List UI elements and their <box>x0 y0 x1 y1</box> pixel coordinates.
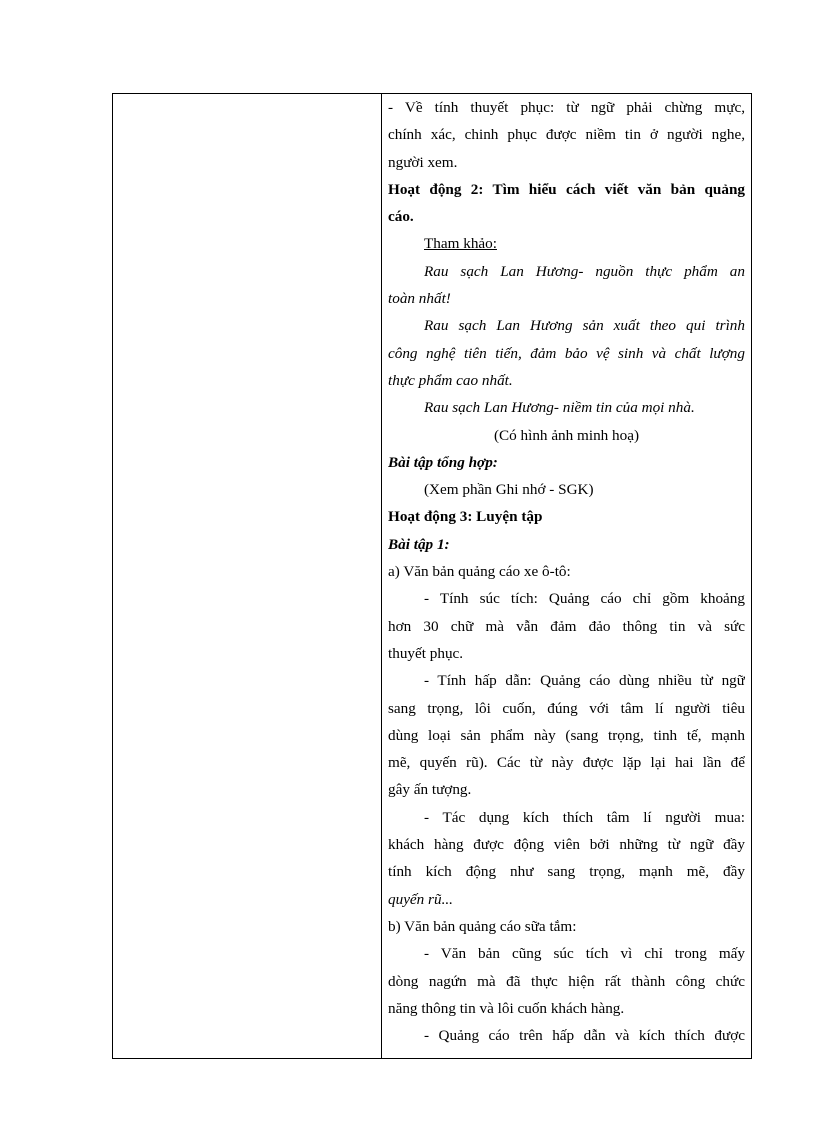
text-line: Bài tập tổng hợp: <box>388 453 498 471</box>
text-line: a) Văn bản quảng cáo xe ô-tô: <box>388 563 571 581</box>
text-line: Tham khảo: <box>424 235 497 253</box>
text-line: Hoạt động 3: Luyện tập <box>388 508 543 526</box>
text-line: dòng nagứn mà đã thực hiện rất thành công chức <box>388 972 745 990</box>
text-line: Hoạt động 2: Tìm hiểu cách viết văn bản quảng <box>388 180 745 198</box>
text-line: năng thông tin và lôi cuốn khách hàng. <box>388 999 625 1017</box>
text-line: khách hàng được động viên bởi những từ ngữ đầy <box>388 836 745 854</box>
text-line: Rau sạch Lan Hương- niềm tin của mọi nhà. <box>424 399 695 417</box>
text-line: Rau sạch Lan Hương- nguồn thực phẩm an <box>424 262 745 280</box>
content-table <box>112 93 752 1059</box>
text-line: - Về tính thuyết phục: từ ngữ phải chừng mực, <box>388 99 745 116</box>
text-line: - Văn bản cũng súc tích vì chỉ trong mấy <box>424 945 745 963</box>
text-line: (Xem phần Ghi nhớ - SGK) <box>424 481 594 499</box>
text-line: sang trọng, lôi cuốn, đúng với tâm lí người tiêu <box>388 699 745 717</box>
text-line: b) Văn bản quảng cáo sữa tắm: <box>388 917 577 935</box>
text-line: dùng loại sản phẩm này (sang trọng, tinh tế, mạnh <box>388 726 745 744</box>
text-line: - Tác dụng kích thích tâm lí người mua: <box>424 808 745 826</box>
text-line: hơn 30 chữ mà vẫn đảm đảo thông tin và sức <box>388 617 745 635</box>
text-line: - Tính hấp dẫn: Quảng cáo dùng nhiều từ ngữ <box>424 672 745 690</box>
text-line: tính kích động như sang trọng, mạnh mẽ, đầy <box>388 863 745 881</box>
text-line: - Tính súc tích: Quảng cáo chỉ gồm khoảng <box>424 590 745 608</box>
text-line: gây ấn tượng. <box>388 781 472 799</box>
text-line: toàn nhất! <box>388 290 451 308</box>
text-line: - Quảng cáo trên hấp dẫn và kích thích được <box>424 1027 745 1045</box>
text-line: cáo. <box>388 208 414 226</box>
text-line: mẽ, quyến rũ). Các từ này được lặp lại hai lần để <box>388 754 745 772</box>
text-line: Bài tập 1: <box>388 535 450 553</box>
right-column-cell <box>388 94 745 1049</box>
text-line: Rau sạch Lan Hương sản xuất theo qui trình <box>424 317 745 335</box>
column-divider <box>381 94 382 1058</box>
text-line: chính xác, chinh phục được niềm tin ở người nghe, <box>388 126 745 144</box>
text-line: người xem. <box>388 153 458 171</box>
text-line: thuyết phục. <box>388 644 464 662</box>
text-line: công nghệ tiên tiến, đảm bảo vệ sinh và chất lượng <box>388 344 745 362</box>
text-line: quyến rũ... <box>388 890 453 908</box>
text-line: (Có hình ảnh minh hoạ) <box>493 426 640 444</box>
text-line: thực phẩm cao nhất. <box>388 371 513 389</box>
